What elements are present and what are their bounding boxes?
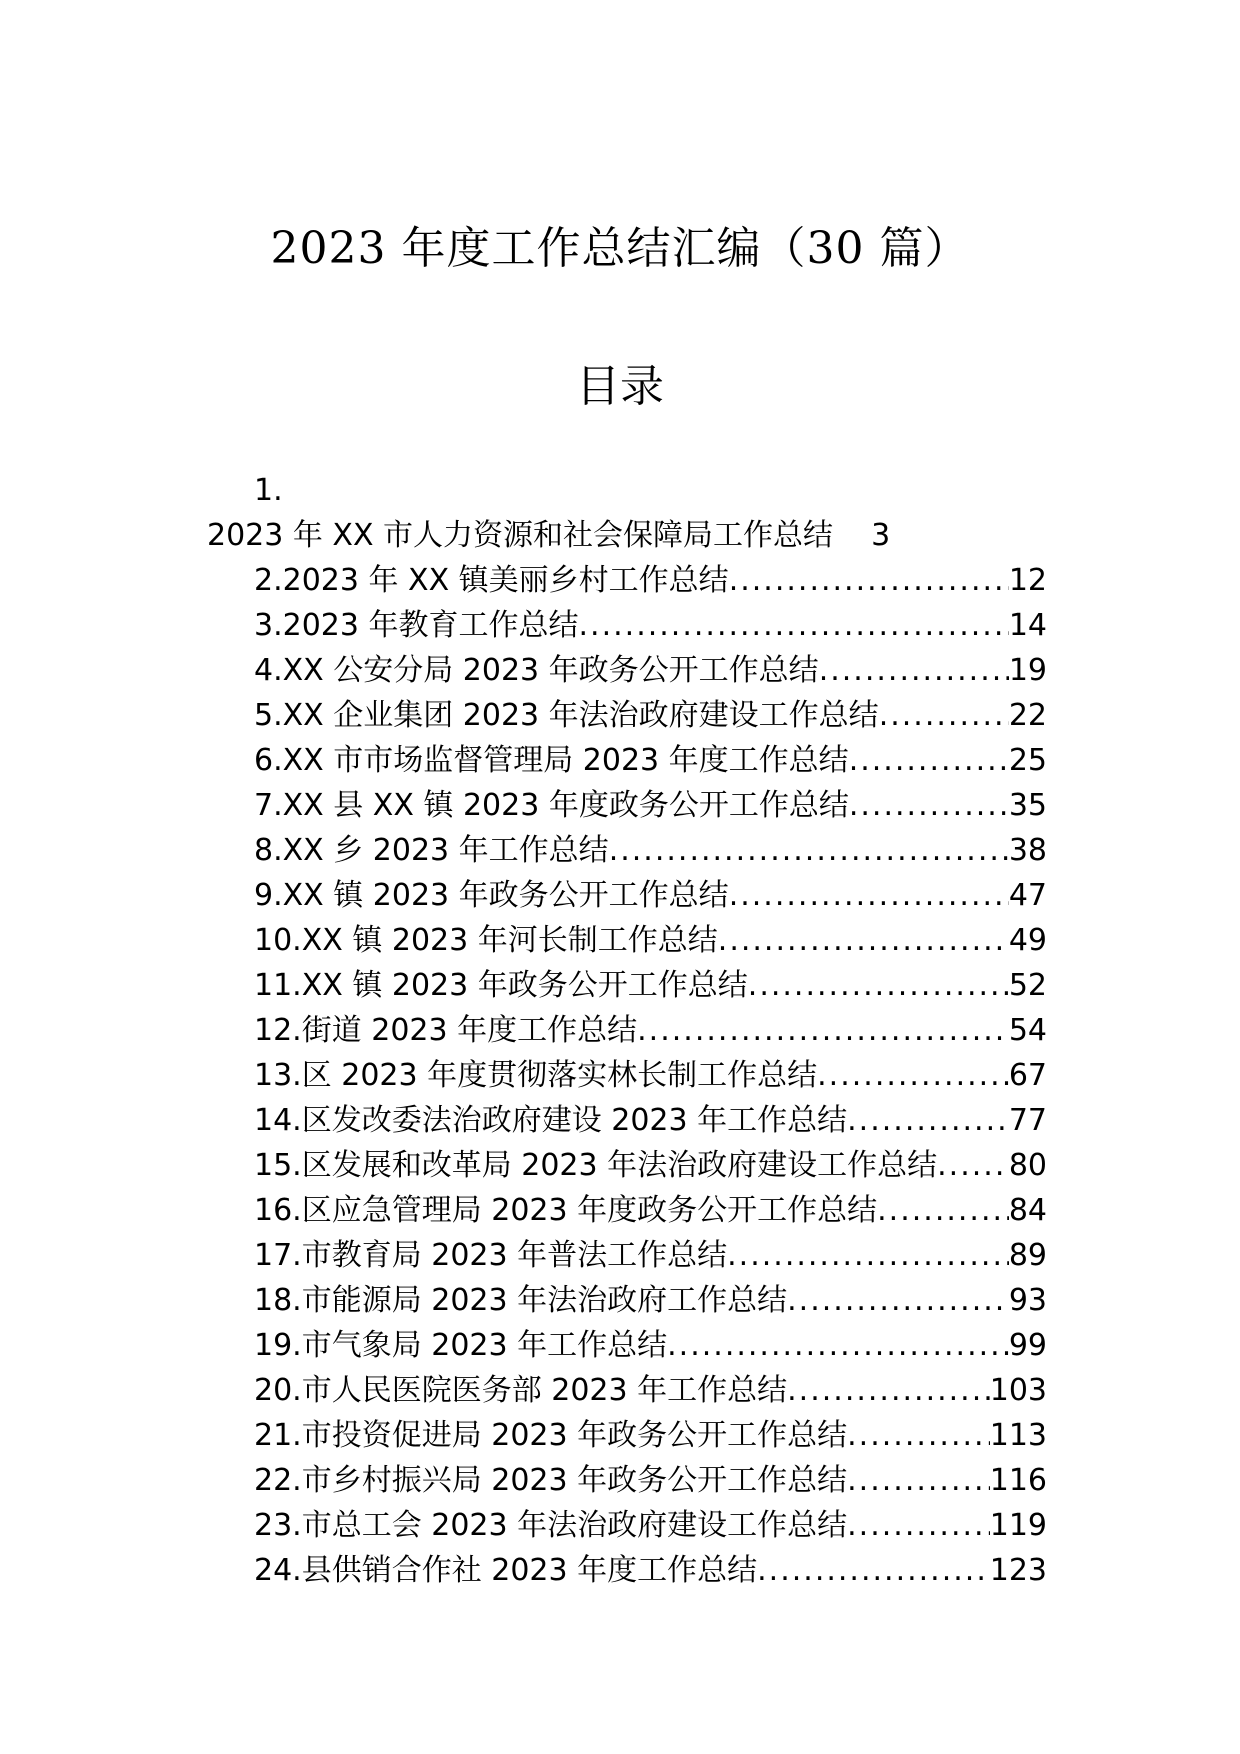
toc-entry-title: 5.XX 企业集团 2023 年法治政府建设工作总结 [254,698,879,733]
toc-entry-page: 89 [1008,1238,1047,1273]
toc-entry-page: 80 [1008,1148,1047,1183]
toc-entry-page: 67 [1008,1058,1047,1093]
toc-dot-leader [937,1143,1009,1188]
toc-dot-leader [847,1458,990,1503]
toc-entry-page: 123 [989,1553,1047,1588]
toc-entry-title: 10.XX 镇 2023 年河长制工作总结 [254,923,718,958]
toc-dot-leader [879,693,1009,738]
toc-entry[interactable] [254,1368,1047,1413]
toc-entry-title: 2.2023 年 XX 镇美丽乡村工作总结 [254,563,729,598]
toc-first-entry-number[interactable]: 1. [254,473,283,508]
toc-dot-leader [819,648,1009,693]
toc-entry-title: 3.2023 年教育工作总结 [254,608,579,643]
toc-entry-page: 38 [1008,833,1047,868]
toc-entry-title: 22.市乡村振兴局 2023 年政务公开工作总结 [254,1463,848,1498]
toc-entry-title: 2023 年 XX 市人力资源和社会保障局工作总结 [207,518,834,553]
toc-entry[interactable] [254,783,1047,828]
toc-heading: 目录 [576,361,664,412]
toc-entry-title: 15.区发展和改革局 2023 年法治政府建设工作总结 [254,1148,938,1183]
toc-entry[interactable] [254,1233,1047,1278]
toc-entry-page: 103 [989,1373,1047,1408]
toc-dot-leader [847,1503,990,1548]
toc-dot-leader [817,1053,1009,1098]
toc-entry-title: 9.XX 镇 2023 年政务公开工作总结 [254,878,729,913]
toc-entry-title: 16.区应急管理局 2023 年度政务公开工作总结 [254,1193,878,1228]
toc-dot-leader [729,873,1009,918]
toc-entry-page: 54 [1008,1013,1047,1048]
toc-entry[interactable] [254,1008,1047,1053]
toc-entry[interactable] [254,1548,1047,1593]
toc-entry[interactable] [254,648,1047,693]
toc-entry-page: 47 [1008,878,1047,913]
toc-dot-leader [718,918,1009,963]
toc-dot-leader [847,1098,1009,1143]
toc-entry-title: 20.市人民医院医务部 2023 年工作总结 [254,1373,788,1408]
toc-dot-leader [787,1368,990,1413]
toc-entry[interactable] [254,738,1047,783]
toc-entry-title: 12.街道 2023 年度工作总结 [254,1013,638,1048]
toc-entry[interactable] [254,1458,1047,1503]
toc-entry[interactable] [254,1278,1047,1323]
document-title: 2023 年度工作总结汇编（30 篇） [270,223,970,274]
toc-entry[interactable] [254,693,1047,738]
toc-entry-title: 18.市能源局 2023 年法治政府工作总结 [254,1283,788,1318]
toc-first-entry[interactable] [207,513,1047,558]
toc-entry[interactable] [254,603,1047,648]
toc-entry-page: 52 [1008,968,1047,1003]
toc-entry-title: 4.XX 公安分局 2023 年政务公开工作总结 [254,653,819,688]
toc-entry[interactable] [254,963,1047,1008]
toc-entry-page: 12 [1008,563,1047,598]
toc-entry[interactable] [254,1188,1047,1233]
toc-list [254,558,1047,1593]
toc-entry-page: 113 [989,1418,1047,1453]
toc-entry-title: 23.市总工会 2023 年法治政府建设工作总结 [254,1508,848,1543]
toc-entry-page: 35 [1008,788,1047,823]
toc-entry[interactable] [254,1098,1047,1143]
toc-entry-page: 49 [1008,923,1047,958]
toc-dot-leader [847,1413,990,1458]
toc-entry-page: 14 [1008,608,1047,643]
toc-dot-leader [748,963,1009,1008]
toc-entry-title: 6.XX 市市场监督管理局 2023 年度工作总结 [254,743,849,778]
toc-entry-title: 14.区发改委法治政府建设 2023 年工作总结 [254,1103,848,1138]
toc-entry-page: 119 [989,1508,1047,1543]
toc-dot-leader [877,1188,1009,1233]
toc-entry-title: 17.市教育局 2023 年普法工作总结 [254,1238,728,1273]
toc-entry[interactable] [254,918,1047,963]
toc-dot-leader [609,828,1009,873]
toc-entry-page: 84 [1008,1193,1047,1228]
toc-entry-title: 11.XX 镇 2023 年政务公开工作总结 [254,968,748,1003]
toc-entry[interactable] [254,873,1047,918]
toc-dot-leader [849,738,1009,783]
toc-entry-page: 77 [1008,1103,1047,1138]
toc-dot-leader [667,1323,1009,1368]
toc-dot-leader [637,1008,1009,1053]
toc-entry-title: 24.县供销合作社 2023 年度工作总结 [254,1553,758,1588]
toc-entry[interactable] [254,828,1047,873]
toc-entry-title: 8.XX 乡 2023 年工作总结 [254,833,609,868]
toc-entry-page: 93 [1008,1283,1047,1318]
toc-entry[interactable] [254,1323,1047,1368]
toc-entry-title: 13.区 2023 年度贯彻落实林长制工作总结 [254,1058,818,1093]
toc-entry-page: 19 [1008,653,1047,688]
toc-entry-title: 7.XX 县 XX 镇 2023 年度政务公开工作总结 [254,788,849,823]
toc-entry-page: 22 [1008,698,1047,733]
toc-entry[interactable] [254,558,1047,603]
toc-entry-page: 116 [989,1463,1047,1498]
toc-entry-page: 25 [1008,743,1047,778]
toc-entry[interactable] [254,1143,1047,1188]
toc-dot-leader [579,603,1009,648]
toc-entry[interactable] [254,1413,1047,1458]
toc-entry-title: 21.市投资促进局 2023 年政务公开工作总结 [254,1418,848,1453]
toc-entry-page: 3 [871,518,891,553]
toc-dot-leader [787,1278,1009,1323]
toc-entry[interactable] [254,1053,1047,1098]
toc-dot-leader [849,783,1009,828]
toc-entry-page: 99 [1008,1328,1047,1363]
toc-dot-leader [727,1233,1009,1278]
toc-dot-leader [757,1548,990,1593]
toc-entry-title: 19.市气象局 2023 年工作总结 [254,1328,668,1363]
toc-entry[interactable] [254,1503,1047,1548]
toc-dot-leader [729,558,1009,603]
